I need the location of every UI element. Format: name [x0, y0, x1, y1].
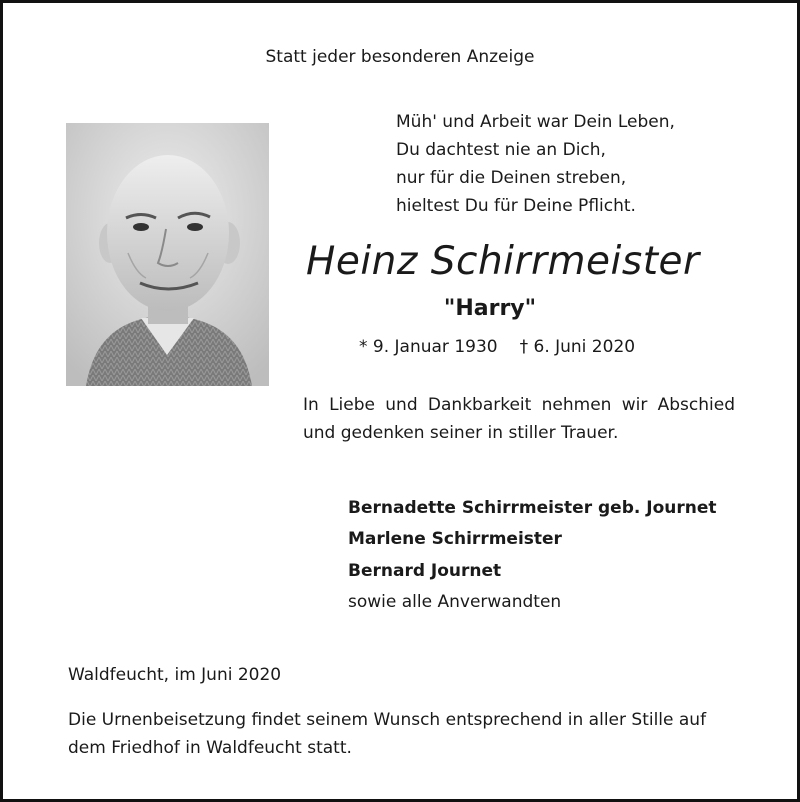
- life-dates: [359, 337, 635, 357]
- farewell-message: In Liebe und Dankbarkeit nehmen wir Abschied und gedenken seiner in stiller Trauer.: [303, 395, 735, 443]
- burial-notice: Die Urnenbeisetzung findet seinem Wunsch entsprechend in aller Stille auf dem Friedhof in Waldfeucht statt.: [68, 710, 707, 758]
- birth-date: * 9. Januar 1930: [359, 337, 498, 357]
- death-date: † 6. Juni 2020: [519, 337, 636, 357]
- poem-line: Du dachtest nie an Dich,: [396, 140, 606, 160]
- mourner-name: Marlene Schirrmeister: [348, 529, 562, 549]
- header-notice: Statt jeder besonderen Anzeige: [265, 47, 535, 67]
- deceased-nickname: "Harry": [443, 296, 537, 321]
- poem-line: Müh' und Arbeit war Dein Leben,: [396, 112, 675, 132]
- portrait-photo: [66, 123, 269, 386]
- memorial-poem: [396, 108, 675, 220]
- deceased-name: Heinz Schirrmeister: [306, 239, 700, 284]
- mourner-name: Bernadette Schirrmeister geb. Journet: [348, 498, 717, 518]
- poem-line: nur für die Deinen streben,: [396, 168, 627, 188]
- relatives-line: sowie alle Anverwandten: [348, 592, 562, 612]
- portrait-image: [66, 123, 269, 386]
- mourner-name: Bernard Journet: [348, 561, 502, 581]
- place-date: Waldfeucht, im Juni 2020: [68, 665, 282, 685]
- poem-line: hieltest Du für Deine Pflicht.: [396, 196, 636, 216]
